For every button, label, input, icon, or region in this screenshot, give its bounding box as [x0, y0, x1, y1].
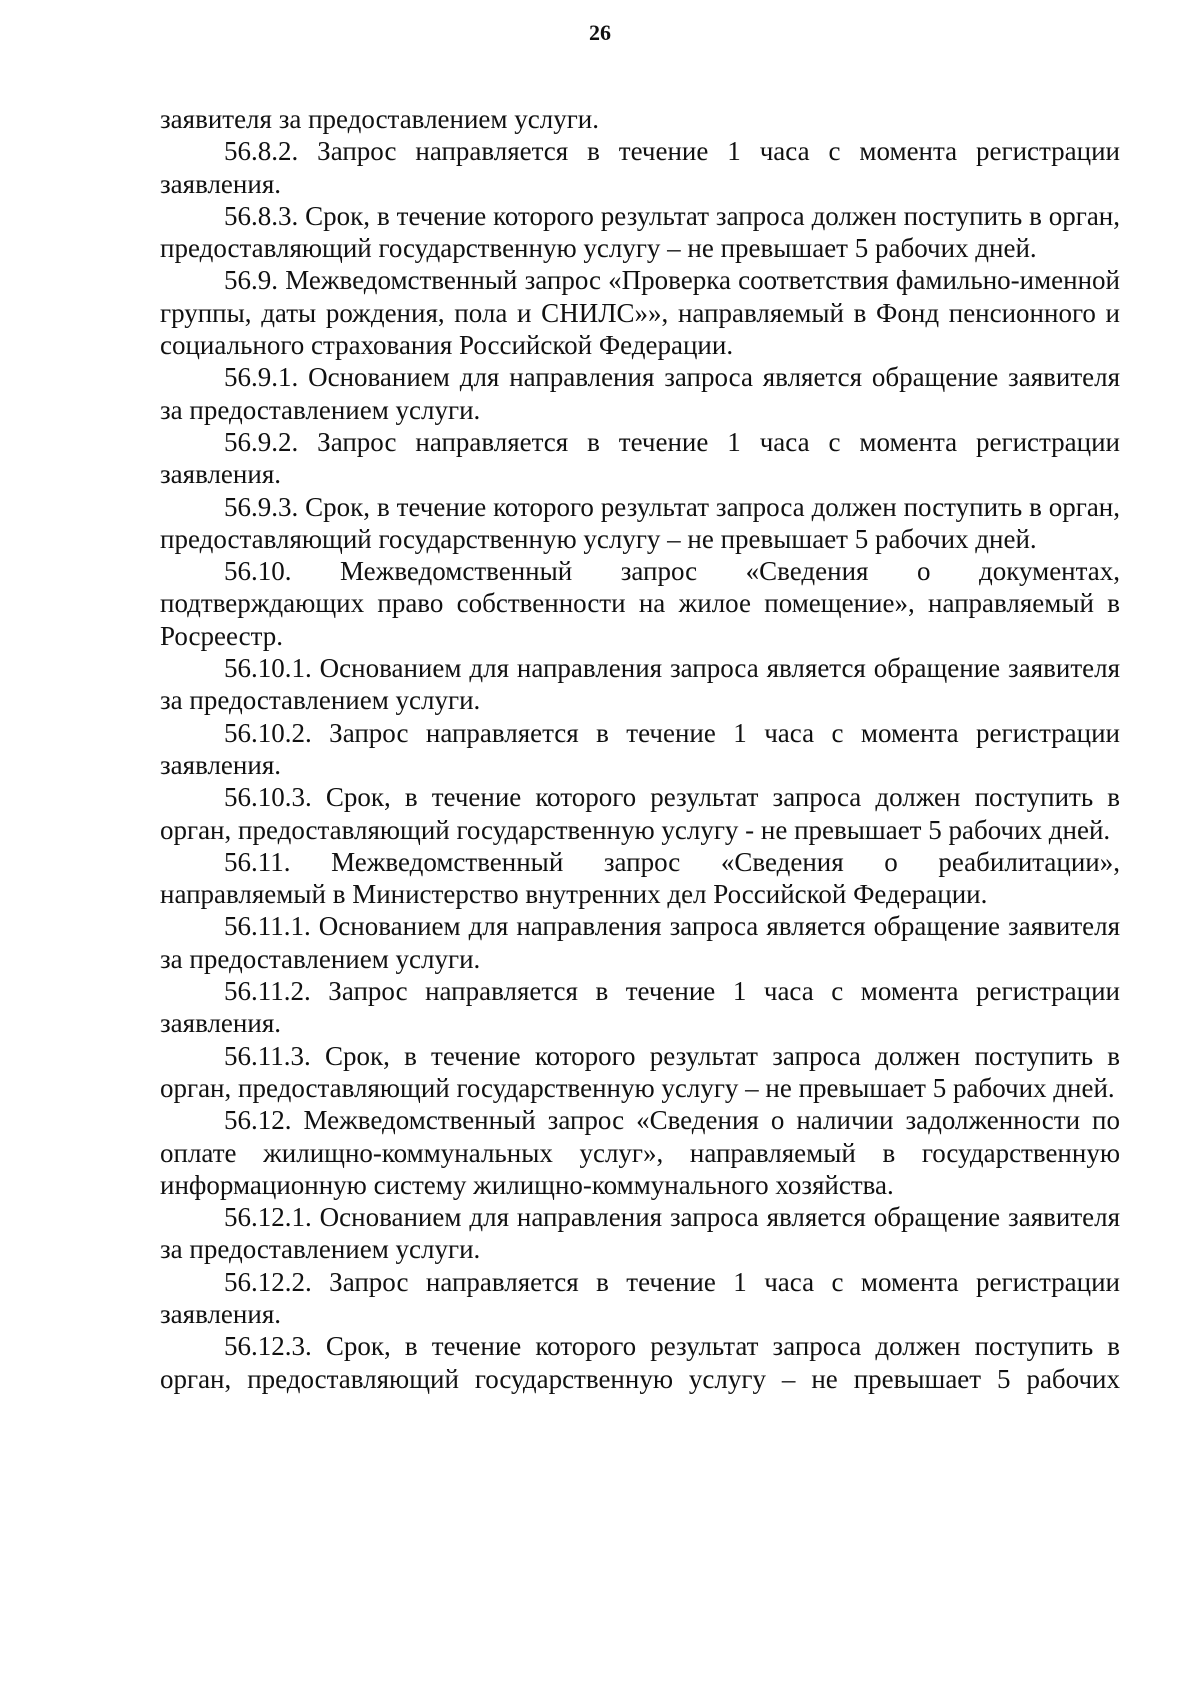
paragraph: 56.9.1. Основанием для направления запроса является обращение заявителя за предоставлением услуги. [160, 362, 1120, 425]
paragraph: 56.12.1. Основанием для направления запроса является обращение заявителя за предоставлением услуги. [160, 1202, 1120, 1265]
paragraph: 56.11. Межведомственный запрос «Сведения о реабилитации», направляемый в Министерство внутренних дел Российской Федерации. [160, 846, 1120, 910]
paragraph: 56.9.3. Срок, в течение которого результат запроса должен поступить в орган, предоставляющий государственную услугу – не превышает 5 рабочих дней. [160, 491, 1120, 554]
paragraph: 56.9.2. Запрос направляется в течение 1 часа с момента регистрации заявления. [160, 426, 1120, 490]
paragraph: 56.12.2. Запрос направляется в течение 1 часа с момента регистрации заявления. [160, 1266, 1120, 1329]
paragraph: заявителя за предоставлением услуги. [160, 104, 599, 134]
paragraph: 56.10.2. Запрос направляется в течение 1 часа с момента регистрации заявления. [160, 717, 1120, 780]
paragraph: 56.10.1. Основанием для направления запроса является обращение заявителя за предоставлением услуги. [160, 653, 1120, 716]
paragraph: 56.12. Межведомственный запрос «Сведения о наличии задолженности по оплате жилищно-коммунальных услуг», направляемый в государственную информационную систему жилищно-коммунального хозяйства. [160, 1105, 1120, 1200]
page-number: 26 [589, 20, 611, 45]
paragraph: 56.11.2. Запрос направляется в течение 1 часа с момента регистрации заявления. [160, 976, 1120, 1039]
paragraph: 56.11.1. Основанием для направления запроса является обращение заявителя за предоставлением услуги. [160, 911, 1120, 974]
paragraph: 56.8.2. Запрос направляется в течение 1 часа с момента регистрации заявления. [160, 136, 1120, 199]
paragraph: 56.9. Межведомственный запрос «Проверка соответствия фамильно-именной группы, даты рождения, пола и СНИЛС»», направляемый в Фонд пенсионного и социального страхования Российской Федерации. [160, 265, 1120, 361]
paragraph: 56.10.3. Срок, в течение которого результат запроса должен поступить в орган, предоставляющий государственную услугу - не превышает 5 рабочих дней. [160, 782, 1120, 845]
document-body [160, 103, 1120, 1395]
paragraph: 56.8.3. Срок, в течение которого результат запроса должен поступить в орган, предоставляющий государственную услугу – не превышает 5 рабочих дней. [160, 200, 1120, 264]
paragraph: 56.10. Межведомственный запрос «Сведения о документах, подтверждающих право собственности на жилое помещение», направляемый в Росреестр. [160, 556, 1120, 651]
paragraph: 56.12.3. Срок, в течение которого результат запроса должен поступить в орган, предоставляющий государственную услугу – не превышает 5 рабочих [160, 1331, 1120, 1394]
paragraph: 56.11.3. Срок, в течение которого результат запроса должен поступить в орган, предоставляющий государственную услугу – не превышает 5 рабочих дней. [160, 1040, 1120, 1103]
